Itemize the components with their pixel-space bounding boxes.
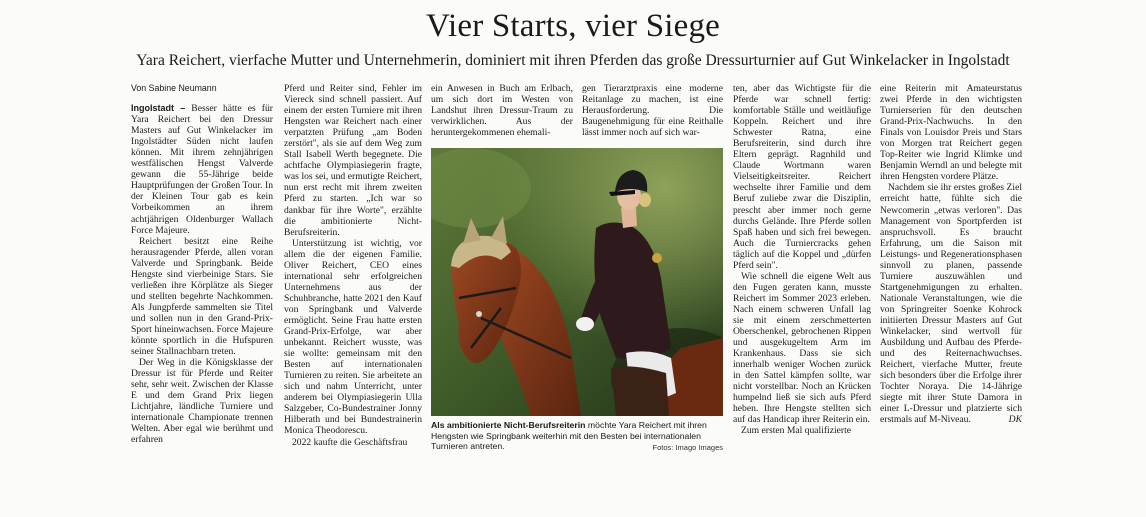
- article-column-6: [880, 83, 1022, 425]
- paragraph: gen Tierarztpraxis eine moderne Reitanlage zu machen, ist eine Herausforderung. Die Baugenehmigung für eine Reithalle lässt immer noch auf sich war-: [582, 83, 723, 139]
- paragraph: eine Reiterin mit Amateurstatus zwei Pferde in den wichtigsten Turnierserien für den deutschen Grand-Prix-Nachwuchs. In den Finals von Louisdor Preis und Stars von Morgen trat Reichert gegen Top-Reiter wie Ingrid Klimke und Benjamin Werndl an und belegte mit ihren Hengsten vordere Plätze.: [880, 83, 1022, 183]
- article-column-5: [733, 83, 871, 437]
- horse-rider-illustration: [431, 148, 723, 416]
- paragraph: Ingolstadt – Besser hätte es für Yara Reichert bei den Dressur Masters auf Gut Winkelacker im Ingolstädter Süden nicht laufen können. Mit ihrem zehnjährigen westfälischen Hengst Valverde gewann die 55-Jährige beide Hauptprüfungen der Großen Tour. In der Kleinen Tour gab es kein Vorbeikommen an ihrem achtjährigen Oldenburger Wallach Force Majeure.: [131, 103, 273, 236]
- paragraph: Unterstützung ist wichtig, vor allem die der eigenen Familie. Oliver Reichert, CEO eines international sehr erfolgreichen Unternehmens aus der Schuhbranche, hatte 2021 den Kauf von Springbank und Valverde ermöglicht. Seine Frau hatte ersten Grand-Prix-Erfolge, war aber unbekannt. Reichert wusste, was sie wollte: gemeinsam mit den Besten auf internationalen Turnieren zu reiten. Sie arbeitete an sich und nahm Unterricht, unter anderem bei Olympiasiegerin Ulla Salzgeber, Co-Bundestrainer Jonny Hilberath und bei Bundestrainerin Monica Theodorescu.: [284, 237, 422, 437]
- article-headline: Vier Starts, vier Siege: [425, 8, 721, 44]
- dressage-photo: [431, 148, 723, 416]
- article-column-4: [582, 83, 723, 138]
- photo-credit: Fotos: Imago Images: [652, 443, 723, 452]
- paragraph: Wie schnell die eigene Welt aus den Fugen geraten kann, musste Reichert im Sommer 2023 erleben. Nach einem schweren Unfall lag sie mit einem zerschmetterten Oberschenkel, gebrochenen Rippen und ausgekugeltem Arm im Krankenhaus. Dass sie sich innerhalb weniger Wochen zurück in den Sattel kämpfen sollte, war nicht vorstellbar. Noch an Krücken humpelnd ließ sie sich aufs Pferd heben. Ihre Hengste stellten sich auf das Handicap ihrer Reiterin ein.: [733, 270, 871, 426]
- paragraph: Der Weg in die Königsklasse der Dressur ist für Pferde und Reiter sehr, sehr weit. Zwischen der Klasse E und dem Grand Prix liegen Lichtjahre, ländliche Turniere und internationale Championate trennen Welten. Aber egal wie berühmt und erfahren: [131, 357, 273, 446]
- article-column-3: [431, 83, 573, 138]
- paragraph: Pferd und Reiter sind, Fehler im Viereck sind schnell passiert. Auf einem der ersten Turniere mit ihren Hengsten war Reichert nach einer verpatzten Prüfung „am Boden zerstört", als sie auf dem Weg zum Stall Isabell Werth begegnete. Die achtfache Olympiasiegerin fragte, was los sei, und ermutigte Reichert, nun erst recht mit ihrem zweiten Pferd zu starten. „Ich war so dankbar für ihre Worte", erzählte die ambitionierte Nicht-Berufsreiterin.: [284, 83, 422, 238]
- caption-text: möchte Yara Reichert mit ihren Hengsten wie Springbank weiterhin mit den Besten bei internationalen Turnieren antreten.: [431, 420, 707, 452]
- paragraph: ein Anwesen in Buch am Erlbach, um sich dort im Westen von Landshut ihren Dressur-Traum zu verwirklichen. Aus der heruntergekommenen ehemali-: [431, 83, 573, 139]
- author-signature: DK: [1008, 414, 1022, 426]
- paragraph: ten, aber das Wichtigste für die Pferde war schnell fertig: komfortable Ställe und weitläufige Koppeln. Reichert und ihre Schwester Ratna, eine Berufsreiterin, sind durch ihre Eltern geprägt. Ragnhild und Claude Wortmann waren Vielseitigkeitsreiter. Reichert wechselte ihrer Familie und dem Beruf zuliebe zwar die Disziplin, prescht aber immer noch gerne durchs Gelände. Ihre Pferde sollen Spaß haben und sich frei bewegen. Auch die Turniercracks gehen täglich auf die Koppel und „dürfen Pferd sein".: [733, 83, 871, 271]
- article-column-1: [131, 83, 273, 446]
- paragraph: Nachdem sie ihr erstes großes Ziel erreicht hatte, fühlte sich die Newcomerin „etwas verloren". Das Management von Sportpferden ist anspruchsvoll. Es braucht Erfahrung, um die Saison mit Leistungs- und Regenerationsphasen sinnvoll zu planen, passende Turniere auszuwählen und Startgenehmigungen zu erhalten. Nationale Veranstaltungen, wie die von Springreiter Soenke Kohrock initiierten Dressur Masters auf Gut Winkelacker, sind wertvoll für Ausbildung und Aufbau des Pferde- und des Reiternachwuchses. Reichert, vierfache Mutter, freute sich besonders über die Erfolge ihrer Tochter Noraya. Die 14-Jährige siegte mit ihrer Stute Damora in einer L-Dressur und platzierte sich erstmals auf M-Niveau. DK: [880, 182, 1022, 426]
- paragraph: 2022 kaufte die Geschäftsfrau: [292, 436, 408, 448]
- dateline: Ingolstadt –: [131, 103, 186, 114]
- caption-bold: Als ambitionierte Nicht-Berufsreiterin: [431, 420, 586, 430]
- article-column-2: [284, 83, 422, 448]
- article-subheadline: Yara Reichert, vierfache Mutter und Unternehmerin, dominiert mit ihren Pferden das große Dressurturnier auf Gut Winkelacker in Ingolstadt: [136, 52, 1010, 69]
- paragraph: Reichert besitzt eine Reihe herausragender Pferde, allen voran Valverde und Springbank. Beide Hengste sind vierbeinige Stars. Sie verließen ihre Körplätze als Sieger und stellten begehrte Nachkommen. Als Jungpferde sammelten sie Titel und sollen nun in den Grand-Prix-Sport hineinwachsen. Force Majeure könnte sportlich in die Hufspuren seiner Stallnachbarn treten.: [131, 235, 273, 358]
- paragraph: Zum ersten Mal qualifizierte: [741, 425, 852, 437]
- byline: Von Sabine Neumann: [131, 83, 217, 93]
